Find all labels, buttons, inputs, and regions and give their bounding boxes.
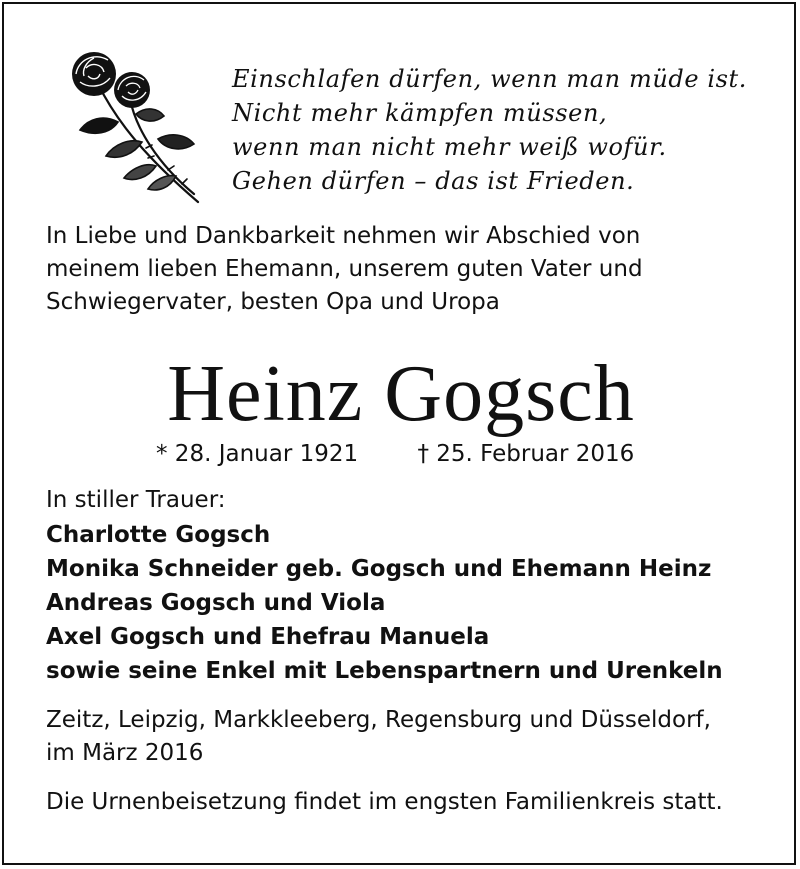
- life-dates: [156, 438, 634, 470]
- poem-verse: [232, 62, 747, 198]
- mourners-list: [46, 518, 723, 688]
- place-line: Zeitz, Leipzig, Markkleeberg, Regensburg und Düsseldorf,: [46, 707, 711, 733]
- mourning-label: In stiller Trauer:: [46, 487, 226, 513]
- place-and-date: [46, 704, 711, 770]
- rose-icon: [58, 44, 208, 206]
- intro-line: Schwiegervater, besten Opa und Uropa: [46, 289, 500, 315]
- obituary-frame: [2, 2, 796, 865]
- birth-date: * 28. Januar 1921: [156, 441, 359, 467]
- poem-line: Gehen dürfen – das ist Frieden.: [232, 167, 635, 195]
- deceased-name: Heinz Gogsch: [167, 350, 635, 438]
- poem-line: Einschlafen dürfen, wenn man müde ist.: [232, 65, 748, 93]
- burial-note: Die Urnenbeisetzung findet im engsten Familienkreis statt.: [46, 789, 723, 815]
- intro-line: meinem lieben Ehemann, unserem guten Vater und: [46, 256, 643, 282]
- mourner-name: Charlotte Gogsch: [46, 522, 271, 548]
- intro-text: [46, 220, 766, 319]
- mourner-name: Andreas Gogsch und Viola: [46, 590, 386, 616]
- poem-line: Nicht mehr kämpfen müssen,: [232, 99, 608, 127]
- intro-line: In Liebe und Dankbarkeit nehmen wir Abschied von: [46, 223, 641, 249]
- date-line: im März 2016: [46, 740, 204, 766]
- mourner-name: sowie seine Enkel mit Lebenspartnern und Urenkeln: [46, 658, 723, 684]
- poem-line: wenn man nicht mehr weiß wofür.: [232, 133, 667, 161]
- mourner-name: Axel Gogsch und Ehefrau Manuela: [46, 624, 490, 650]
- death-date: † 25. Februar 2016: [417, 441, 635, 467]
- mourner-name: Monika Schneider geb. Gogsch und Ehemann Heinz: [46, 556, 712, 582]
